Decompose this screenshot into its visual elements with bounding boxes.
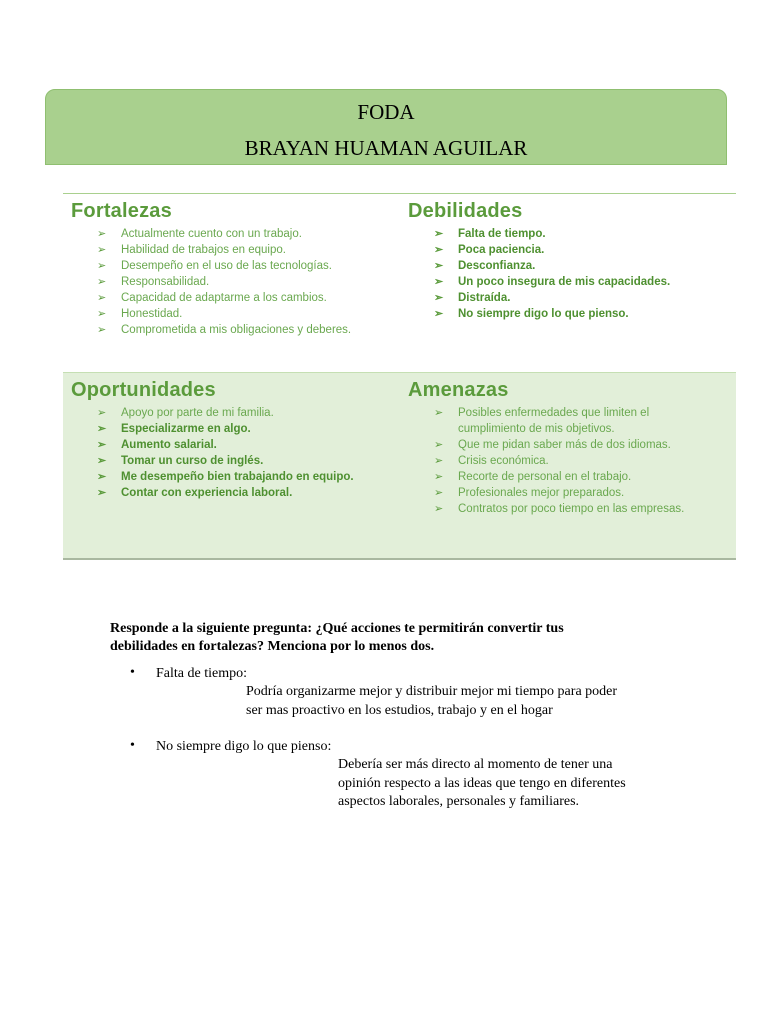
question-line: Responde a la siguiente pregunta: ¿Qué acciones te permitirán convertir tus [110, 621, 564, 636]
answer-label: No siempre digo lo que pienso: [156, 739, 332, 754]
arrow-bullet-icon: ➢ [97, 308, 107, 320]
arrow-bullet-icon: ➢ [434, 487, 444, 499]
arrow-bullet-icon: ➢ [97, 276, 107, 288]
foda-row-bottom [63, 372, 736, 560]
answer-text: Podría organizarme mejor y distribuir mejor mi tiempo para poder ser mas proactivo en los estudios, trabajo y en el hogar [246, 684, 618, 718]
quadrant-fortalezas [71, 198, 351, 338]
list-item-continuation: cumplimiento de mis objetivos. [458, 423, 615, 435]
question-line: debilidades en fortalezas? Menciona por lo menos dos. [110, 639, 435, 654]
arrow-bullet-icon: ➢ [97, 260, 107, 272]
arrow-bullet-icon: ➢ [97, 471, 107, 483]
quadrant-oportunidades [71, 377, 354, 501]
list-item: ➢ Tomar un curso de inglés. [97, 455, 264, 467]
oportunidades-list [97, 405, 354, 501]
arrow-bullet-icon: ➢ [97, 487, 107, 499]
arrow-bullet-icon: ➢ [434, 228, 444, 240]
answer-text: Debería ser más directo al momento de tener una opinión respecto a las ideas que tengo en diferentes aspectos laborales, personales y familiares. [338, 757, 626, 809]
arrow-bullet-icon: ➢ [434, 292, 444, 304]
list-item: ➢ Poca paciencia. [434, 244, 545, 256]
list-item: ➢ Responsabilidad. [97, 276, 210, 288]
list-item: ➢ Aumento salarial. [97, 439, 217, 451]
answer-label: Falta de tiempo: [156, 666, 247, 681]
question-prompt [110, 620, 670, 656]
list-item: ➢ Especializarme en algo. [97, 423, 251, 435]
bullet-icon: • [130, 738, 135, 753]
list-item: ➢ Contratos por poco tiempo en las empresas. [434, 503, 685, 515]
list-item: ➢ Honestidad. [97, 308, 183, 320]
quadrant-debilidades [408, 198, 670, 322]
list-item: ➢ Falta de tiempo. [434, 228, 546, 240]
amenazas-list [434, 405, 684, 517]
arrow-bullet-icon: ➢ [97, 324, 107, 336]
arrow-bullet-icon: ➢ [97, 228, 107, 240]
arrow-bullet-icon: ➢ [97, 407, 107, 419]
arrow-bullet-icon: ➢ [434, 276, 444, 288]
title-banner [45, 89, 727, 165]
list-item: ➢ Desconfianza. [434, 260, 536, 272]
quadrant-title: Fortalezas [71, 200, 172, 222]
list-item: ➢ Comprometida a mis obligaciones y deberes. [97, 324, 352, 336]
list-item: ➢ Recorte de personal en el trabajo. [434, 471, 632, 483]
arrow-bullet-icon: ➢ [434, 244, 444, 256]
foda-matrix [63, 193, 736, 560]
arrow-bullet-icon: ➢ [97, 455, 107, 467]
quadrant-title: Debilidades [408, 200, 523, 222]
list-item: ➢ Capacidad de adaptarme a los cambios. [97, 292, 327, 304]
arrow-bullet-icon: ➢ [434, 439, 444, 451]
list-item: ➢ Apoyo por parte de mi familia. [97, 407, 274, 419]
arrow-bullet-icon: ➢ [434, 407, 444, 419]
fortalezas-list [97, 226, 351, 338]
list-item: ➢ Profesionales mejor preparados. [434, 487, 625, 499]
arrow-bullet-icon: ➢ [97, 439, 107, 451]
list-item: ➢ Un poco insegura de mis capacidades. [434, 276, 671, 288]
arrow-bullet-icon: ➢ [97, 244, 107, 256]
foda-row-top [63, 193, 736, 372]
quadrant-title: Amenazas [408, 379, 509, 401]
quadrant-amenazas [408, 377, 684, 517]
list-item: ➢ Crisis económica. [434, 455, 549, 467]
arrow-bullet-icon: ➢ [434, 503, 444, 515]
arrow-bullet-icon: ➢ [97, 423, 107, 435]
list-item: ➢ No siempre digo lo que pienso. [434, 308, 629, 320]
arrow-bullet-icon: ➢ [97, 292, 107, 304]
quadrant-title: Oportunidades [71, 379, 216, 401]
list-item: ➢ Actualmente cuento con un trabajo. [97, 228, 302, 240]
author-name: BRAYAN HUAMAN AGUILAR [244, 136, 528, 160]
list-item: ➢ Distraída. [434, 292, 511, 304]
list-item: ➢ Me desempeño bien trabajando en equipo. [97, 471, 354, 483]
list-item: ➢ Que me pidan saber más de dos idiomas. [434, 439, 671, 451]
list-item: ➢ Posibles enfermedades que limiten el [434, 407, 650, 419]
arrow-bullet-icon: ➢ [434, 471, 444, 483]
list-item: ➢ Desempeño en el uso de las tecnologías. [97, 260, 332, 272]
arrow-bullet-icon: ➢ [434, 308, 444, 320]
arrow-bullet-icon: ➢ [434, 455, 444, 467]
arrow-bullet-icon: ➢ [434, 260, 444, 272]
document-title: FODA [357, 100, 415, 124]
list-item: ➢ Contar con experiencia laboral. [97, 487, 293, 499]
debilidades-list [434, 226, 670, 322]
list-item: ➢ Habilidad de trabajos en equipo. [97, 244, 286, 256]
bullet-icon: • [130, 665, 135, 680]
